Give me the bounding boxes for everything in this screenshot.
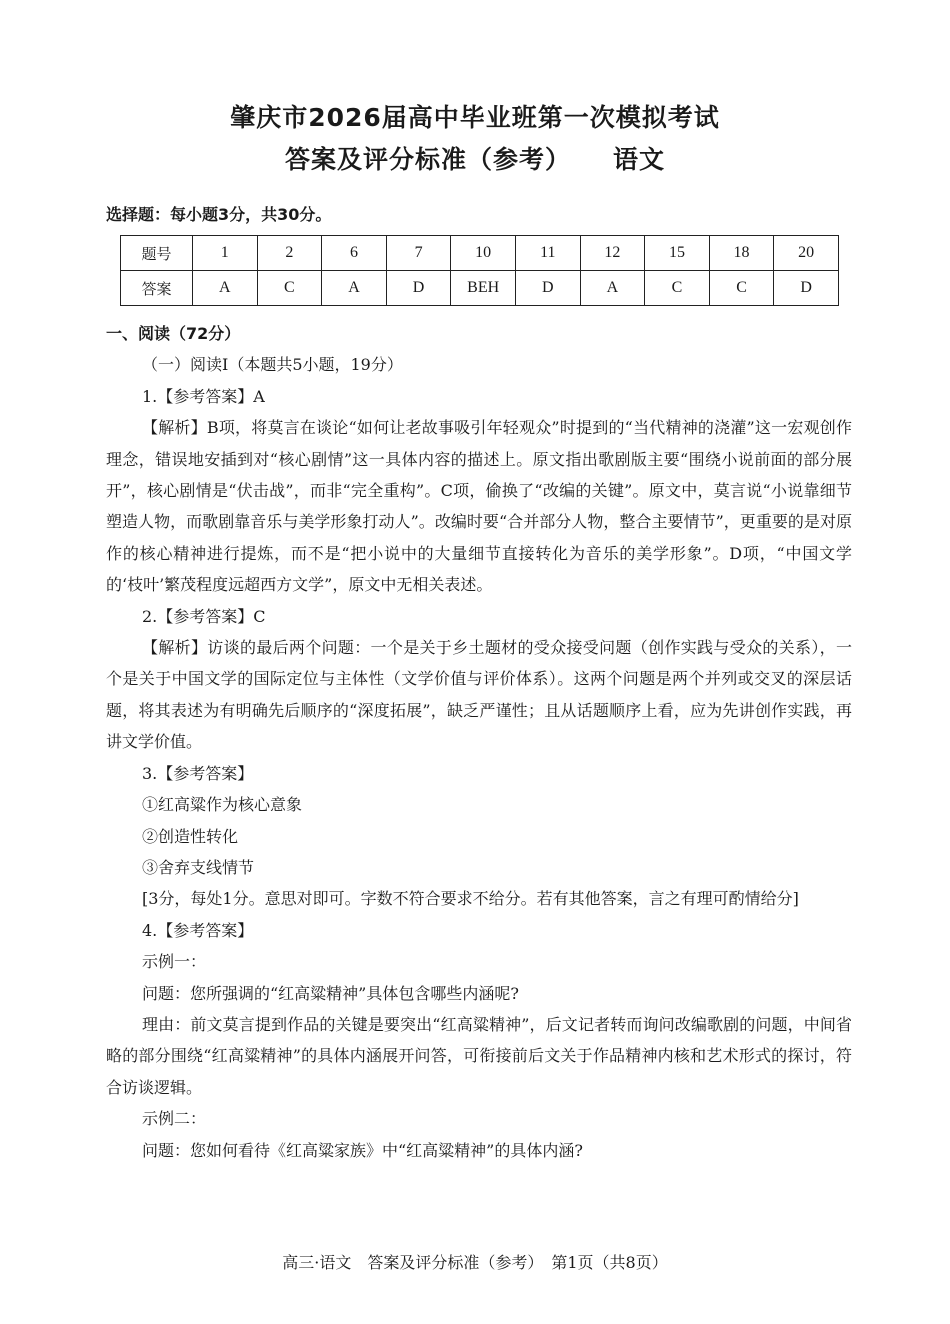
answer-cell: C xyxy=(257,271,322,306)
exam-subtitle xyxy=(0,140,950,176)
row-label-answer: 答案 xyxy=(121,271,193,306)
q4-question: 问题：您如何看待《红高粱家族》中“红高粱精神”的具体内涵? xyxy=(142,1140,583,1160)
exam-title xyxy=(0,98,950,134)
subsection-title: （一）阅读Ⅰ（本题共5小题，19分） xyxy=(142,355,403,375)
answer-table xyxy=(120,235,839,306)
question-number: 11 xyxy=(515,236,580,271)
q4-example-label: 示例二： xyxy=(142,1109,207,1129)
answer-key-title: 答案及评分标准（参考） xyxy=(284,145,571,174)
subject-label: 语文 xyxy=(613,145,666,174)
q3-point: ①红高粱作为核心意象 xyxy=(142,795,303,815)
q2-analysis: 【解析】访谈的最后两个问题：一个是关于乡土题材的受众接受问题（创作实践与受众的关系），一个是关于中国文学的国际定位与主体性（文学价值与评价体系）。这两个问题是两个并列或交叉的深层话题，将其表述为有明确先后顺序的“深度拓展”，缺乏严谨性；且从话题顺序上看，应为先讲创作实践，再讲文学价值。 xyxy=(106,638,852,752)
q1-analysis: 【解析】B项，将莫言在谈论“如何让老故事吸引年轻观众”时提到的“当代精神的浇灌”这一宏观创作理念，错误地安插到对“核心剧情”这一具体内容的描述上。原文指出歌剧版主要“围绕小说前面的部分展开”，核心剧情是“伏击战”，而非“完全重构”。C项，偷换了“改编的关键”。原文中，莫言说“小说靠细节塑造人物，而歌剧靠音乐与美学形象打动人”。改编时要“合并部分人物，整合主要情节”，更重要的是对原作的核心精神进行提炼，而不是“把小说中的大量细节直接转化为音乐的美学形象”。D项，“中国文学的‘枝叶’繁茂程度远超西方文学”，原文中无相关表述。 xyxy=(106,418,852,595)
question-number: 15 xyxy=(645,236,710,271)
q3-point: ②创造性转化 xyxy=(142,826,239,846)
q2-answer: 2.【参考答案】C xyxy=(142,606,266,626)
question-number: 2 xyxy=(257,236,322,271)
answer-cell: D xyxy=(774,271,839,306)
question-number: 20 xyxy=(774,236,839,271)
section-title: 一、阅读（72分） xyxy=(106,324,241,343)
page-footer: 高三·语文 答案及评分标准（参考） 第1页（共8页） xyxy=(282,1253,668,1272)
question-number: 12 xyxy=(580,236,645,271)
question-number: 10 xyxy=(451,236,516,271)
answer-cell: A xyxy=(322,271,387,306)
q4-question: 问题：您所强调的“红高粱精神”具体包含哪些内涵呢? xyxy=(142,983,519,1003)
q3-answer: 3.【参考答案】 xyxy=(142,763,254,783)
question-number: 6 xyxy=(322,236,387,271)
q4-example-label: 示例一： xyxy=(142,952,207,972)
answer-row xyxy=(121,271,839,306)
answer-cell: C xyxy=(645,271,710,306)
row-label-number: 题号 xyxy=(121,236,193,271)
q1-answer: 1.【参考答案】A xyxy=(142,386,265,406)
answer-cell: D xyxy=(515,271,580,306)
answer-cell: D xyxy=(386,271,451,306)
answer-cell: A xyxy=(193,271,258,306)
q4-answer: 4.【参考答案】 xyxy=(142,920,254,940)
answer-cell: BEH xyxy=(451,271,516,306)
question-number: 18 xyxy=(709,236,774,271)
answer-cell: A xyxy=(580,271,645,306)
reading-section xyxy=(106,318,852,1166)
question-number: 7 xyxy=(386,236,451,271)
choice-section-heading: 选择题：每小题3分，共30分。 xyxy=(106,205,332,224)
q3-point: ③舍弃支线情节 xyxy=(142,857,255,877)
question-number: 1 xyxy=(193,236,258,271)
q3-scoring-note: [3分，每处1分。意思对即可。字数不符合要求不给分。若有其他答案，言之有理可酌情给分] xyxy=(142,889,799,909)
answer-cell: C xyxy=(709,271,774,306)
question-number-row xyxy=(121,236,839,271)
exam-title-text: 肇庆市2026届高中毕业班第一次模拟考试 xyxy=(230,103,720,132)
q4-reason: 理由：前文莫言提到作品的关键是要突出“红高粱精神”，后文记者转而询问改编歌剧的问题，中间省略的部分围绕“红高粱精神”的具体内涵展开问答，可衔接前后文关于作品精神内核和艺术形式的探讨，符合访谈逻辑。 xyxy=(106,1014,852,1097)
